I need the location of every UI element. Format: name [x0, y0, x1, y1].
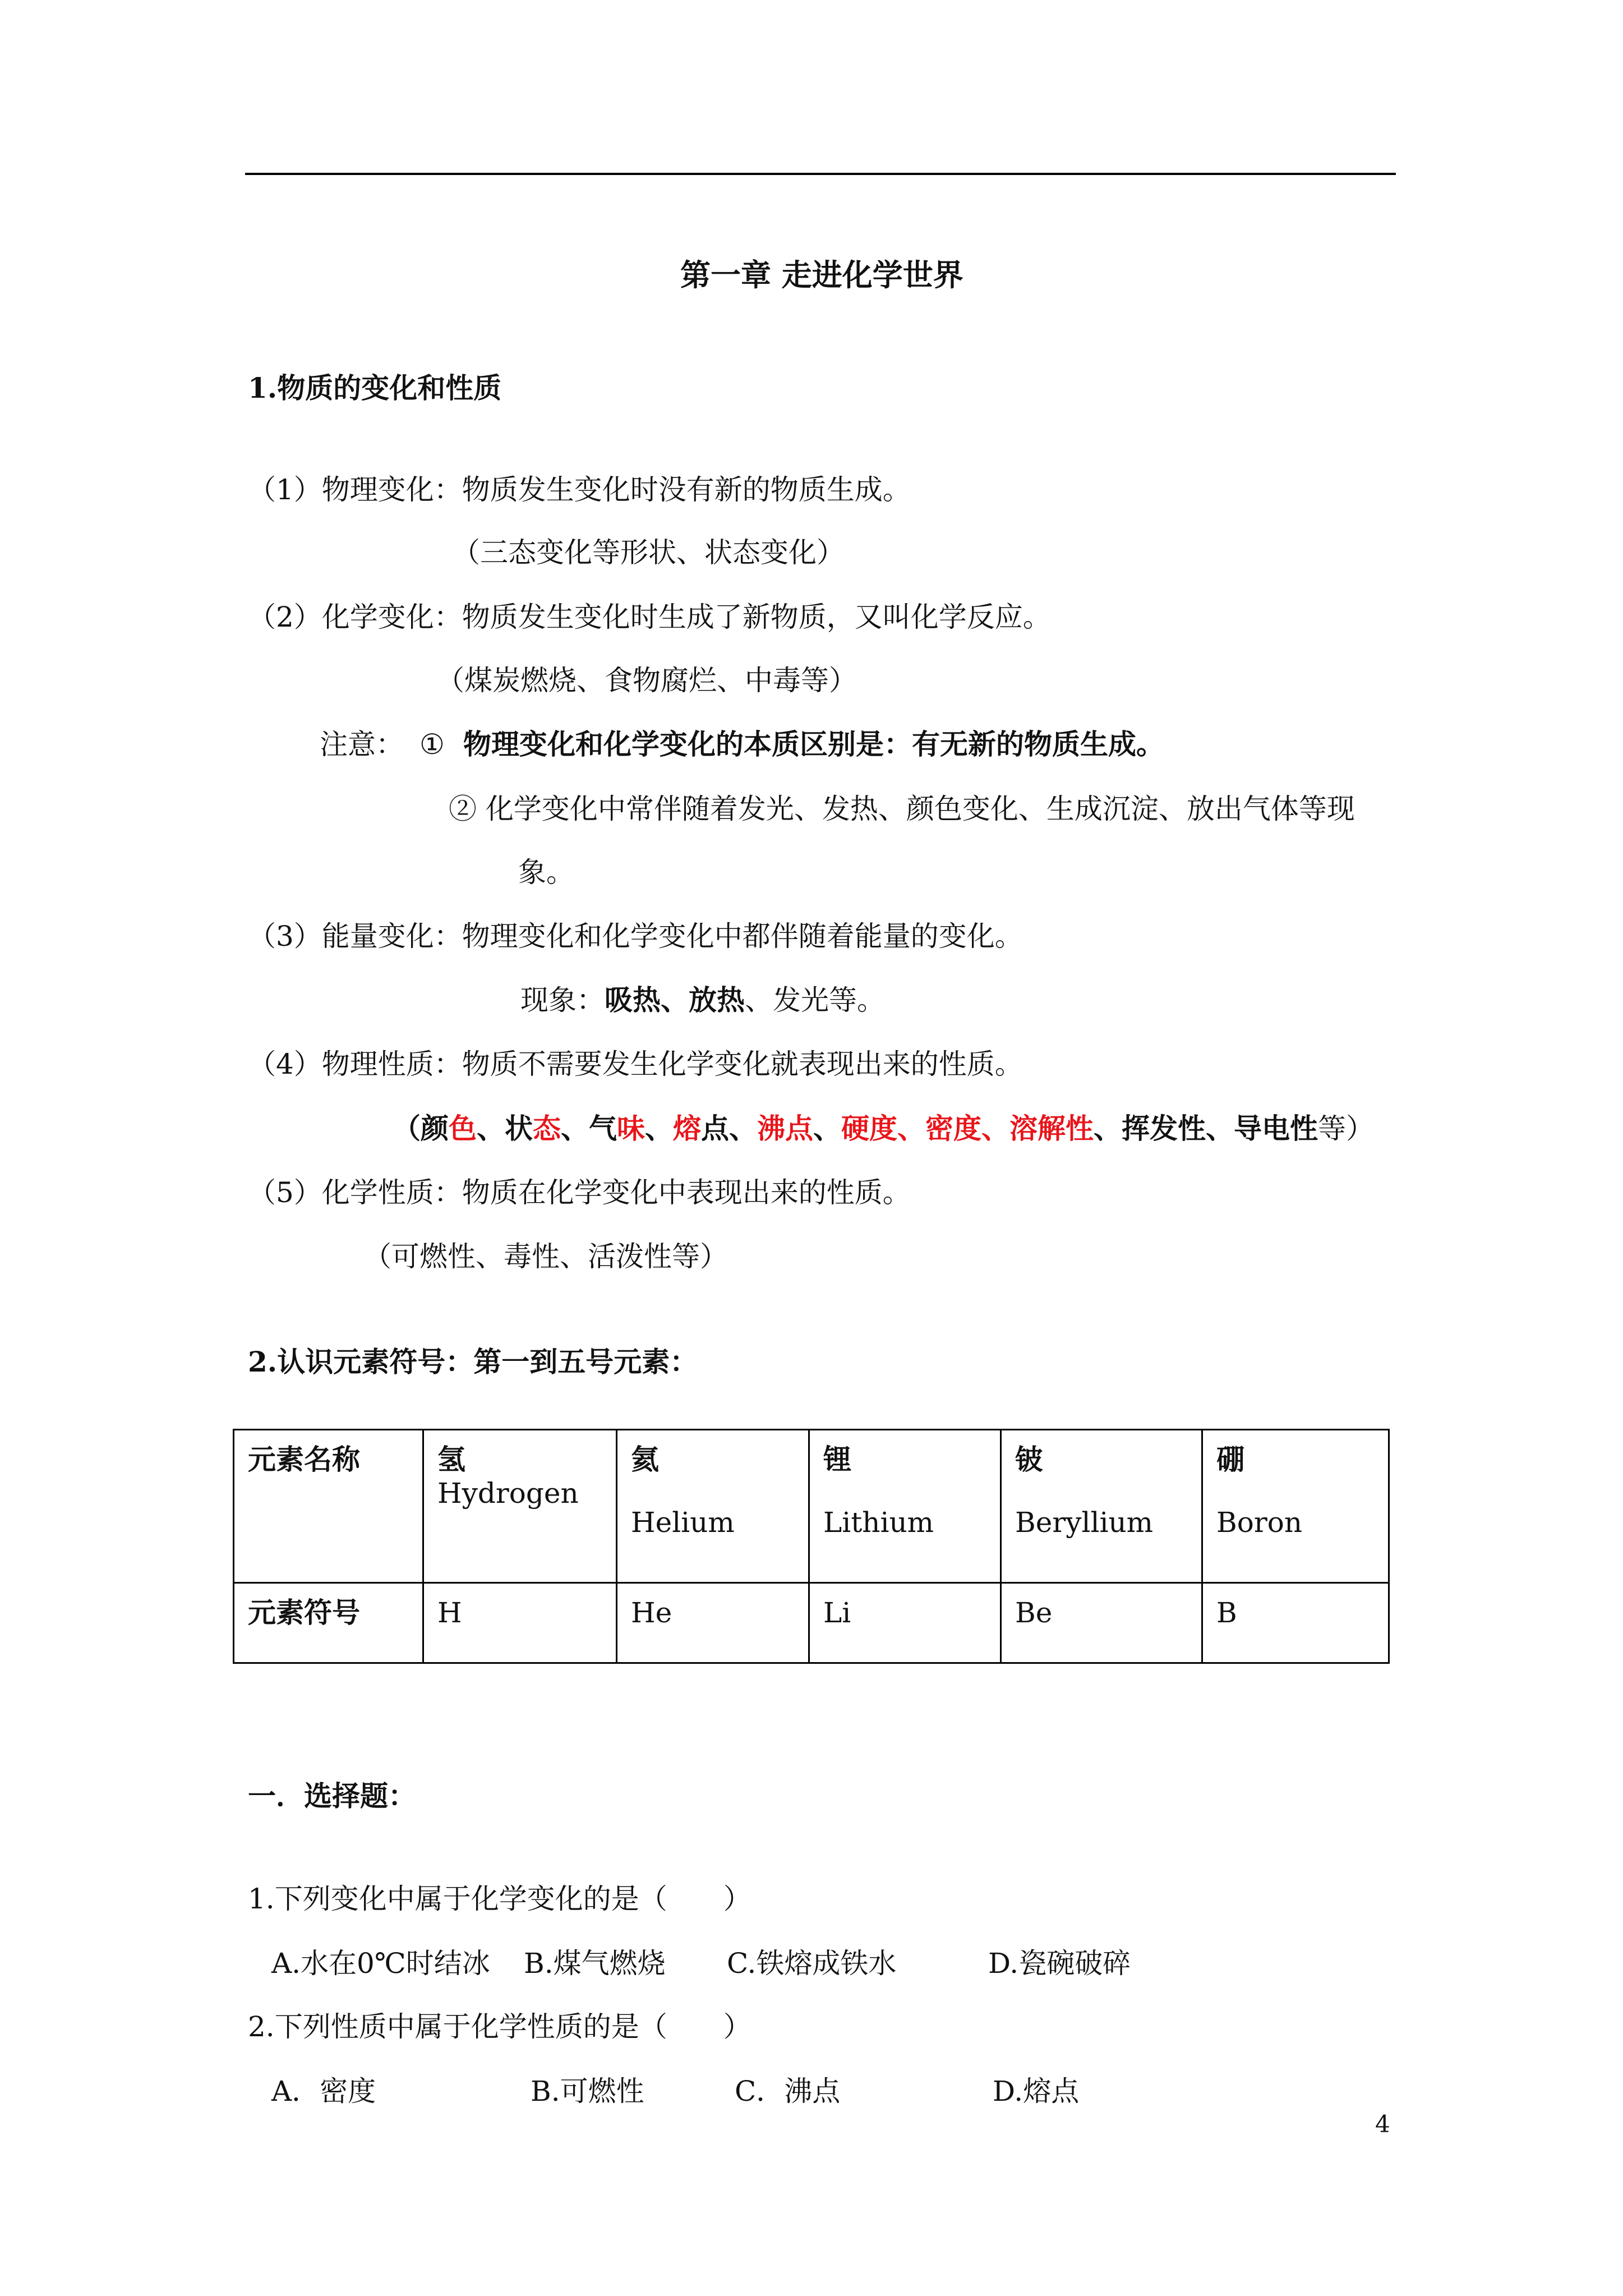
- table-row-symbols: [234, 1583, 1389, 1663]
- row-header-symbol: 元素符号: [234, 1583, 423, 1663]
- phenomenon-rest: 、发光等。: [745, 984, 885, 1016]
- element-name-cell: 锂 Lithium: [809, 1430, 1001, 1583]
- q2-option-a: A．密度: [271, 2075, 376, 2108]
- question-1: 1.下列变化中属于化学变化的是（ ）: [248, 1883, 751, 1915]
- note1-marker: ①: [419, 728, 445, 761]
- element-name-cell: 硼 Boron: [1202, 1430, 1389, 1583]
- property-example-segment: 、: [477, 1112, 505, 1145]
- property-example-segment: 味: [617, 1112, 645, 1145]
- physical-property-line: （4）物理性质：物质不需要发生化学变化就表现出来的性质。: [248, 1048, 1023, 1080]
- exercises-heading: 一．选择题：: [248, 1779, 416, 1812]
- element-name-cell: 铍 Beryllium: [1001, 1430, 1202, 1583]
- property-example-segment: 颜: [421, 1112, 449, 1145]
- property-example-segment: 、: [813, 1112, 841, 1145]
- property-example-segment: （: [393, 1112, 421, 1145]
- property-example-segment: 熔: [673, 1112, 701, 1145]
- chemical-change-examples: （煤炭燃烧、食物腐烂、中毒等）: [436, 664, 857, 697]
- q2-option-d: D.熔点: [993, 2075, 1080, 2108]
- element-symbol-cell: Be: [1001, 1583, 1202, 1663]
- property-example-segment: 、: [981, 1112, 1009, 1145]
- row-header-name: 元素名称: [234, 1430, 423, 1583]
- note2-line2: 象。: [518, 856, 574, 889]
- property-example-segment: 点: [701, 1112, 729, 1145]
- physical-change-line: （1）物理变化：物质发生变化时没有新的物质生成。: [248, 473, 911, 506]
- element-symbol-cell: B: [1202, 1583, 1389, 1663]
- phenomenon-absorb: 吸热: [605, 983, 661, 1016]
- energy-change-line: （3）能量变化：物理变化和化学变化中都伴随着能量的变化。: [248, 920, 1023, 953]
- chemical-property-examples: （可燃性、毒性、活泼性等）: [363, 1240, 728, 1273]
- property-example-segment: 硬度: [841, 1112, 897, 1145]
- element-symbol-cell: Li: [809, 1583, 1001, 1663]
- property-example-segment: 密度: [925, 1112, 981, 1145]
- section2-heading: 2.认识元素符号：第一到五号元素：: [248, 1345, 698, 1378]
- element-symbol-cell: H: [423, 1583, 617, 1663]
- element-table: [233, 1429, 1390, 1664]
- page-number: 4: [1375, 2110, 1390, 2138]
- phenomenon-line: [520, 983, 885, 1017]
- q1-option-a: A.水在0℃时结冰: [271, 1947, 490, 1980]
- note1-text: 物理变化和化学变化的本质区别是：有无新的物质生成。: [463, 728, 1164, 761]
- q1-option-d: D.瓷碗破碎: [988, 1947, 1131, 1980]
- property-example-segment: 、: [729, 1112, 757, 1145]
- element-name-cell: 氦 Helium: [617, 1430, 809, 1583]
- section1-heading: 1.物质的变化和性质: [248, 371, 502, 404]
- chemical-change-line: （2）化学变化：物质发生变化时生成了新物质，又叫化学反应。: [248, 601, 1051, 633]
- q2-option-b: B.可燃性: [531, 2075, 644, 2108]
- phenomenon-release: 放热: [689, 983, 745, 1016]
- property-example-segment: 、: [645, 1112, 673, 1145]
- property-example-segment: 气: [589, 1112, 617, 1145]
- chemical-property-line: （5）化学性质：物质在化学变化中表现出来的性质。: [248, 1176, 911, 1209]
- property-example-segment: 等）: [1318, 1112, 1374, 1145]
- property-example-segment: 、: [561, 1112, 589, 1145]
- property-example-segment: 、挥发性、导电性: [1094, 1112, 1318, 1145]
- element-name-cell: 氢 Hydrogen: [423, 1430, 617, 1583]
- phenomenon-separator: 、: [661, 983, 689, 1016]
- q1-option-b: B.煤气燃烧: [524, 1947, 666, 1980]
- property-example-segment: 状: [505, 1112, 533, 1145]
- phenomenon-label: 现象：: [520, 984, 605, 1016]
- property-example-segment: 溶解性: [1009, 1112, 1094, 1145]
- q1-option-c: C.铁熔成铁水: [727, 1947, 897, 1980]
- q2-option-c: C．沸点: [735, 2075, 841, 2108]
- property-example-segment: 沸点: [757, 1112, 813, 1145]
- question-2: 2.下列性质中属于化学性质的是（ ）: [248, 2010, 751, 2043]
- header-rule: [245, 173, 1396, 175]
- table-row-names: [234, 1430, 1389, 1583]
- note-label: 注意：: [320, 728, 404, 761]
- property-example-segment: 态: [533, 1112, 561, 1145]
- note2-line1: ② 化学变化中常伴随着发光、发热、颜色变化、生成沉淀、放出气体等现: [449, 793, 1355, 825]
- physical-property-examples: [393, 1112, 1374, 1145]
- property-example-segment: 、: [897, 1112, 925, 1145]
- chapter-title: 第一章 走进化学世界: [680, 257, 963, 293]
- property-example-segment: 色: [449, 1112, 477, 1145]
- element-symbol-cell: He: [617, 1583, 809, 1663]
- physical-change-examples: （三态变化等形状、状态变化）: [452, 536, 845, 569]
